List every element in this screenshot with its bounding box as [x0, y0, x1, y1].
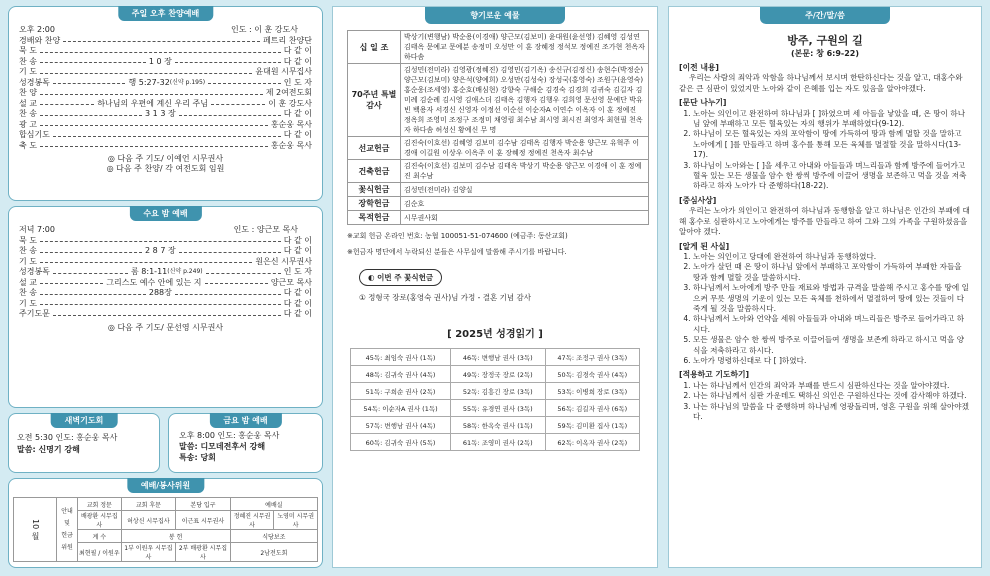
order-label: 찬 송 — [19, 109, 37, 118]
thanks-offering-badge — [359, 269, 442, 286]
table-header: 교회 후문 — [121, 498, 176, 511]
bible-reading-cell: 50독: 김경숙 권사 (4독) — [545, 366, 639, 383]
previous-content-text: 우리는 사람의 죄악과 악함을 하나님께서 보시며 한탄하신다는 것을 알고, 대홍수와 같은 큰 심판이 있었지만 노아와 같이 은혜를 입는 자도 있음을 알아야겠다. — [679, 73, 963, 93]
order-label: 기 도 — [19, 67, 37, 76]
order-person: 인 도 자 — [283, 77, 312, 87]
dashed-leader — [205, 283, 268, 284]
dashed-leader — [63, 41, 260, 42]
bible-reading-cell: 58독: 한옥숙 권사 (1독) — [451, 417, 545, 434]
list-item: 1. 나는 하나님께서 인간의 죄악과 부패를 반드시 심판하신다는 것을 알아야겠다. — [693, 381, 971, 391]
order-person: 다 같 이 — [283, 288, 312, 297]
offering-row — [348, 31, 649, 64]
wednesday-service-leader: 인도 : 양근모 목사 — [233, 225, 298, 234]
bible-reading-cell: 53독: 이병희 장로 (3독) — [545, 383, 639, 400]
order-person: 다 같 이 — [283, 130, 312, 139]
order-person: 페트리 찬양단 — [263, 35, 312, 45]
order-person: 홍순웅 목사 — [270, 119, 312, 129]
bible-reading-cell: 55독: 유경연 권사 (3독) — [451, 400, 545, 417]
order-detail: 288장 — [148, 288, 172, 297]
order-person: 이 훈 강도사 — [268, 98, 312, 108]
bible-reading-row — [351, 434, 640, 451]
worship-column — [8, 6, 323, 568]
dashed-leader — [40, 262, 252, 263]
usher-label: 위원 — [61, 543, 73, 551]
bible-reading-cell: 46독: 변행남 권사 (3독) — [451, 349, 545, 366]
sunday-service-time: 오후 2:00 — [19, 25, 55, 34]
offering-category: 선교헌금 — [348, 137, 401, 160]
dashed-leader — [40, 104, 94, 105]
dawn-prayer-title: 새벽기도회 — [51, 413, 118, 428]
wednesday-service-time: 저녁 7:00 — [19, 225, 55, 234]
list-item: 2. 노아가 살던 때 온 땅이 하나님 앞에서 부패하고 포악함이 가득하여 부패한 자들을 땅과 함께 멸할 것을 말씀하시다. — [693, 262, 971, 283]
dawn-prayer-time: 오전 5:30 인도: 홍순웅 목사 — [17, 433, 118, 442]
order-person: 윤대원 시무집사 — [255, 67, 312, 76]
order-row — [19, 278, 312, 289]
month-label: 10 월 — [31, 519, 40, 540]
sunday-service-header — [19, 25, 312, 36]
order-person: 다 같 이 — [283, 235, 312, 245]
table-cell: 허상신 시무집사 — [121, 511, 176, 530]
offering-row — [348, 160, 649, 183]
order-person: 다 같 이 — [283, 46, 312, 55]
order-detail: 2 8 7 장 — [145, 246, 176, 255]
wednesday-note: ◎ 다음 주 기도/ 문선영 시무권사 — [107, 322, 224, 332]
paragraph-division-list — [679, 109, 971, 192]
order-row — [19, 257, 312, 268]
offering-category: 꽃식헌금 — [348, 183, 401, 197]
order-label: 찬 송 — [19, 56, 37, 66]
friday-service-topic: 말씀: 디모데전후서 강해 — [179, 442, 266, 451]
bible-reading-cell: 54독: 이순자A 권사 (1독) — [351, 400, 451, 417]
bible-reading-cell: 47독: 조정구 권사 (3독) — [545, 349, 639, 366]
sermon-reference: (본문: 창 6:9-22) — [790, 49, 860, 58]
usher-label-cell — [57, 498, 78, 562]
dashed-leader — [40, 125, 268, 126]
table-cell: 2부 배광환 시무집사 — [176, 543, 231, 562]
dashed-leader — [175, 294, 281, 295]
usher-label: 헌금 — [61, 531, 73, 539]
usher-label: 안내 — [61, 507, 73, 515]
order-row — [19, 46, 312, 57]
bible-reading-cell: 49독: 장정국 장로 (2독) — [451, 366, 545, 383]
order-label: 주기도문 — [19, 309, 50, 318]
order-person: 제 2여전도회 — [265, 88, 312, 97]
table-cell: 이근표 시무권사 — [176, 511, 231, 530]
offering-table — [347, 30, 649, 225]
offering-names: 박상기(변행남) 박순용(이경애) 양근모(김보미) 윤대원(윤선영) 김혜영 김성연 김태옥 문예교 문예분 송정미 오성만 이 훈 장혜정 정석모 정예진 조가현 천옥자 하다솜 — [401, 31, 649, 64]
order-page-ref: (신약 p.195) — [169, 78, 206, 86]
bible-reading-cell: 57독: 변행남 권사 (4독) — [351, 417, 451, 434]
service-volunteers-title: 예배/봉사위원 — [127, 478, 204, 493]
usher-label: 및 — [64, 519, 70, 527]
sunday-order-list — [19, 36, 312, 152]
order-label: 성경봉독 — [19, 267, 50, 276]
order-label: 묵 도 — [19, 46, 37, 55]
order-detail: 1 0 장 — [148, 56, 172, 66]
bible-reading-cell: 52독: 김흥긴 장로 (3독) — [451, 383, 545, 400]
friday-service-special: 특송: 당회 — [179, 453, 216, 462]
learned-facts-title: [알게 된 사실] — [679, 241, 730, 251]
offering-row — [348, 197, 649, 211]
dashed-leader — [40, 241, 281, 242]
dashed-leader — [40, 115, 142, 116]
order-detail: 3 1 3 장 — [145, 109, 176, 118]
order-row — [19, 99, 312, 110]
table-header: 계 수 — [78, 530, 122, 543]
bible-reading-cell: 48독: 김귀숙 권사 (4독) — [351, 366, 451, 383]
friday-service-title: 금요 밤 예배 — [209, 413, 281, 428]
wednesday-service-box — [8, 206, 323, 408]
sermon-heading: 방주, 구원의 길 — [787, 34, 863, 47]
order-label: 경배와 찬양 — [19, 35, 61, 45]
order-person: 홍순웅 목사 — [270, 140, 312, 150]
dawn-prayer-topic: 말씀: 신명기 강해 — [17, 445, 80, 454]
offering-title: 향기로운 예물 — [425, 7, 565, 24]
dashed-leader — [53, 315, 281, 316]
dashed-leader — [40, 146, 268, 147]
sunday-note: ◎ 다음 주 기도/ 이예언 시무권사 — [107, 154, 224, 163]
order-row — [19, 141, 312, 152]
table-header: 예배실 — [230, 498, 317, 511]
dashed-leader — [53, 83, 126, 84]
offering-names: 김성민(전미라) 김영광(정혜진) 김영민(김기옥) 송신규(김정신) 송현수(박정순) 양근모(김보미) 양은석(양예희) 오성만(김성숙) 장성국(홍영숙) 조원구(윤영숙) 홍순웅(조세영) 홍순호(배심현) 강향숙 구해순 김경숙 김경희 김귀숙 김길자 김미례 김순례 김시영 김애스더 김태옥 김행자 김행우 김희영 문선영 문예단 박유빈 백용자 서경신 신영자 이정선 이순선 이순자A 이연수 이옥자 이 훈 정예진 정옥희 조영미 조정구 조정미 채영림 최수남 최시영 최시진 최영자 최현필 천옥자 하다솜 허성신 황예신 무 명 — [401, 64, 649, 137]
offering-category: 장학헌금 — [348, 197, 401, 211]
sunday-service-title: 주일 오후 찬양예배 — [118, 6, 213, 21]
order-detail: 그리스도 예수 안에 있는 지 — [106, 277, 202, 287]
order-label: 묵 도 — [19, 235, 37, 245]
list-item: 2. 하나님이 모든 혈육있는 자의 포악함이 땅에 가득하여 땅과 함께 멸할 것을 말하고 노아에게 [ ]를 만들라고 하며 홍수를 통해 모든 육체를 멸절할 것을 말하시다(13-17). — [693, 129, 971, 160]
offering-account: ※교회 헌금 온라인 번호: 농협 100051-51-074600 (예금주: 동산교회) — [347, 232, 568, 240]
order-row — [19, 78, 312, 89]
order-person: 다 같 이 — [283, 298, 312, 308]
list-item: 3. 하나님께서 노아에게 방주 만들 재료와 방법과 규격을 말씀해 주시고 홍수를 땅에 일으켜 무릇 생명의 기운이 있는 모든 육체를 천하에서 멸절하여 땅에 있는 것들이 다 죽게 될 것을 말씀하시다. — [693, 283, 971, 314]
order-page-ref: (신약 p.249) — [167, 268, 203, 275]
bible-reading-row — [351, 349, 640, 366]
order-row — [19, 88, 312, 99]
order-row — [19, 130, 312, 141]
table-header: 교회 정문 — [78, 498, 122, 511]
paragraph-division-title: [문단 나누기] — [679, 98, 727, 108]
bible-reading-cell: 62독: 이옥자 권사 (2독) — [545, 434, 639, 451]
service-volunteers-box — [8, 478, 323, 568]
table-cell: 최현필 / 이원우 — [78, 543, 122, 562]
offering-category: 십 일 조 — [348, 31, 401, 64]
offering-names: 시무권사회 — [401, 211, 649, 225]
order-row — [19, 36, 312, 47]
bible-reading-row — [351, 383, 640, 400]
bible-reading-cell: 51독: 구희순 권사 (2독) — [351, 383, 451, 400]
offering-row — [348, 211, 649, 225]
bible-reading-table — [350, 348, 640, 451]
order-label: 축 도 — [19, 140, 37, 150]
offering-note: ※헌금자 명단에서 누락되신 분들은 사무실에 말씀해 주시기를 바랍니다. — [347, 248, 567, 256]
bible-reading-cell: 59독: 김미환 집사 (1독) — [545, 417, 639, 434]
order-label: 합심기도 — [19, 130, 50, 139]
offering-names: 김진숙(이호선) 김혜영 김보미 김수남 김태옥 김행자 박순용 양근모 유혁주 이경애 이길원 이상우 이옥주 이 훈 장혜정 정예진 천옥자 최수남 — [401, 137, 649, 160]
order-row — [19, 67, 312, 78]
dashed-leader — [175, 62, 281, 63]
previous-content-title: [이전 내용] — [679, 63, 719, 72]
order-person: 다 같 이 — [283, 309, 312, 318]
dashed-leader — [40, 94, 263, 95]
service-volunteers-table — [13, 497, 318, 562]
order-row — [19, 309, 312, 320]
bible-reading-row — [351, 366, 640, 383]
order-detail: 행 5:27-32 — [128, 77, 170, 87]
order-row — [19, 109, 312, 120]
dashed-leader — [40, 252, 142, 253]
dashed-leader — [40, 73, 252, 74]
list-item: 6. 노아가 명령하신대로 다 [ ]하였다. — [693, 356, 971, 366]
table-cell: 노영미 시무권사 — [274, 511, 318, 530]
dashed-leader — [40, 62, 146, 63]
sunday-service-box — [8, 6, 323, 201]
dashed-leader — [206, 273, 281, 274]
sunday-note: ◎ 다음 주 찬양/ 각 여전도회 임원 — [106, 164, 225, 173]
order-row — [19, 246, 312, 257]
offering-row — [348, 137, 649, 160]
order-person: 다 같 이 — [283, 109, 313, 118]
list-item: 1. 노아는 의인이고 당대에 완전하여 하나님과 동행하였다. — [693, 252, 971, 262]
offering-category: 목적헌금 — [348, 211, 401, 225]
wednesday-order-list — [19, 236, 312, 320]
order-detail: 롬 8:1-11 — [131, 267, 168, 276]
dashed-leader — [179, 115, 281, 116]
devotion-column — [668, 6, 982, 568]
list-item: 2. 나는 하나님께서 심판 가운데도 택하신 의인은 구원하신다는 것에 감사해야 하겠다. — [693, 391, 971, 401]
bible-reading-title: [ 2025년 성경읽기 ] — [447, 329, 543, 340]
order-person: 양근모 목사 — [270, 277, 312, 287]
offering-names: 김순호 — [401, 197, 649, 211]
table-header: 봉 헌 — [121, 530, 230, 543]
bible-reading-cell: 45독: 최임숙 권사 (1독) — [351, 349, 451, 366]
dashed-leader — [40, 52, 281, 53]
dawn-prayer-box — [8, 413, 160, 473]
list-item: 4. 하나님께서 노아와 언약을 세워 아들들과 아내와 며느리들은 방주로 들어가라고 하시다. — [693, 314, 971, 335]
order-label: 찬 송 — [19, 288, 37, 297]
dashed-leader — [40, 283, 103, 284]
dashed-leader — [40, 294, 146, 295]
offering-row — [348, 183, 649, 197]
half-circle-icon: ◐ — [368, 273, 378, 282]
table-cell: 2남전도회 — [230, 543, 317, 562]
sunday-service-leader: 인도 : 이 훈 강도사 — [231, 25, 298, 34]
table-cell: 1부 이원우 시무집사 — [121, 543, 176, 562]
wednesday-service-header — [19, 225, 312, 236]
bible-reading-cell: 56독: 김길자 권사 (6독) — [545, 400, 639, 417]
order-row — [19, 267, 312, 278]
application-title: [적용하고 기도하기] — [679, 370, 750, 380]
order-label: 찬 송 — [19, 246, 37, 255]
order-label: 광 고 — [19, 119, 37, 129]
offering-row — [348, 64, 649, 137]
order-label: 설 교 — [19, 98, 37, 108]
devotion-title: 주/간/말/씀 — [760, 7, 890, 24]
order-label: 기 도 — [19, 256, 37, 266]
order-row — [19, 299, 312, 310]
dashed-leader — [53, 136, 281, 137]
order-label: 기 도 — [19, 298, 37, 308]
dashed-leader — [40, 304, 281, 305]
list-item: 3. 하나님이 노아와는 [ ]을 세우고 아내와 아들들과 며느리들과 함께 방주에 들어가고 혈육 있는 모든 생물을 암수 한 쌍씩 방주에 이끌어 생명을 보존하고 먹을 것을 저축하라고 하자 노아가 다 준행하다(18-22). — [693, 161, 971, 192]
order-detail: 하나님의 우편에 계신 우리 주님 — [97, 98, 208, 108]
order-person: 다 같 이 — [283, 246, 313, 255]
order-row — [19, 236, 312, 247]
wednesday-service-title: 수요 밤 예배 — [129, 206, 201, 221]
dashed-leader — [211, 104, 265, 105]
thanks-offering-item: ① 정형국 장로(홍영숙 권사)님 가정 - 결혼 기념 감사 — [359, 293, 532, 302]
order-person: 인 도 자 — [283, 267, 312, 276]
bible-reading-cell: 60독: 김귀숙 권사 (5독) — [351, 434, 451, 451]
table-cell: 정혜진 시무권사 — [230, 511, 274, 530]
list-item: 1. 노아는 의인이고 완전하여 하나님과 [ ]하였으며 세 아들을 낳았을 때, 온 땅이 하나님 앞에 부패하고 모든 혈육있는 자의 행위가 부패하였다(9-12). — [693, 109, 971, 130]
offering-names: 김성민(전미라) 김양실 — [401, 183, 649, 197]
offering-column — [332, 6, 658, 568]
offering-category: 건축헌금 — [348, 160, 401, 183]
month-cell — [14, 498, 57, 562]
order-person: 원은신 시무권사 — [255, 256, 312, 266]
offering-names: 김진숙(이호선) 김보미 김수남 김태옥 박상기 박순용 양근모 이경애 이 훈 정예진 최수남 — [401, 160, 649, 183]
offering-category: 70주년 특별감사 — [348, 64, 401, 137]
dashed-leader — [179, 252, 281, 253]
order-label: 찬 양 — [19, 88, 37, 97]
list-item: 3. 나는 하나님의 말씀을 다 준행하며 하나님께 영광돌리며, 영혼 구원을 위해 살아야겠다. — [693, 402, 971, 423]
table-cell: 배광환 시무집사 — [78, 511, 122, 530]
friday-service-box — [168, 413, 323, 473]
bible-reading-row — [351, 417, 640, 434]
bible-reading-row — [351, 400, 640, 417]
thanks-offering-title: 이번 주 꽃식헌금 — [377, 273, 434, 282]
friday-service-time: 오후 8:00 인도: 홍순웅 목사 — [179, 431, 280, 440]
dashed-leader — [208, 83, 281, 84]
dashed-leader — [53, 273, 128, 274]
order-label: 성경봉독 — [19, 77, 50, 87]
central-idea-text: 우리는 노아가 의인이고 완전하여 하나님과 동행함을 알고 하나님은 인간의 부패에 대해 홍수로 심판하시고 노아에게는 방주를 만들라고 하여 그와 그의 가족을 구원하셨음을 알아야 겠다. — [679, 206, 970, 237]
order-row — [19, 57, 312, 68]
table-header: 식당보조 — [230, 530, 317, 543]
list-item: 5. 모든 생물은 암수 한 쌍씩 방주로 이끌어들여 생명을 보존케 하라고 하시고 먹을 양식을 저축하라고 하시다. — [693, 335, 971, 356]
order-row — [19, 120, 312, 131]
bible-reading-cell: 61독: 조영미 권사 (2독) — [451, 434, 545, 451]
learned-facts-list — [679, 252, 971, 366]
table-header: 본당 입구 — [176, 498, 231, 511]
application-list — [679, 381, 971, 423]
order-row — [19, 288, 312, 299]
order-person: 다 같 이 — [283, 56, 312, 66]
order-label: 설 교 — [19, 277, 37, 287]
central-idea-title: [중심사상] — [679, 195, 717, 205]
